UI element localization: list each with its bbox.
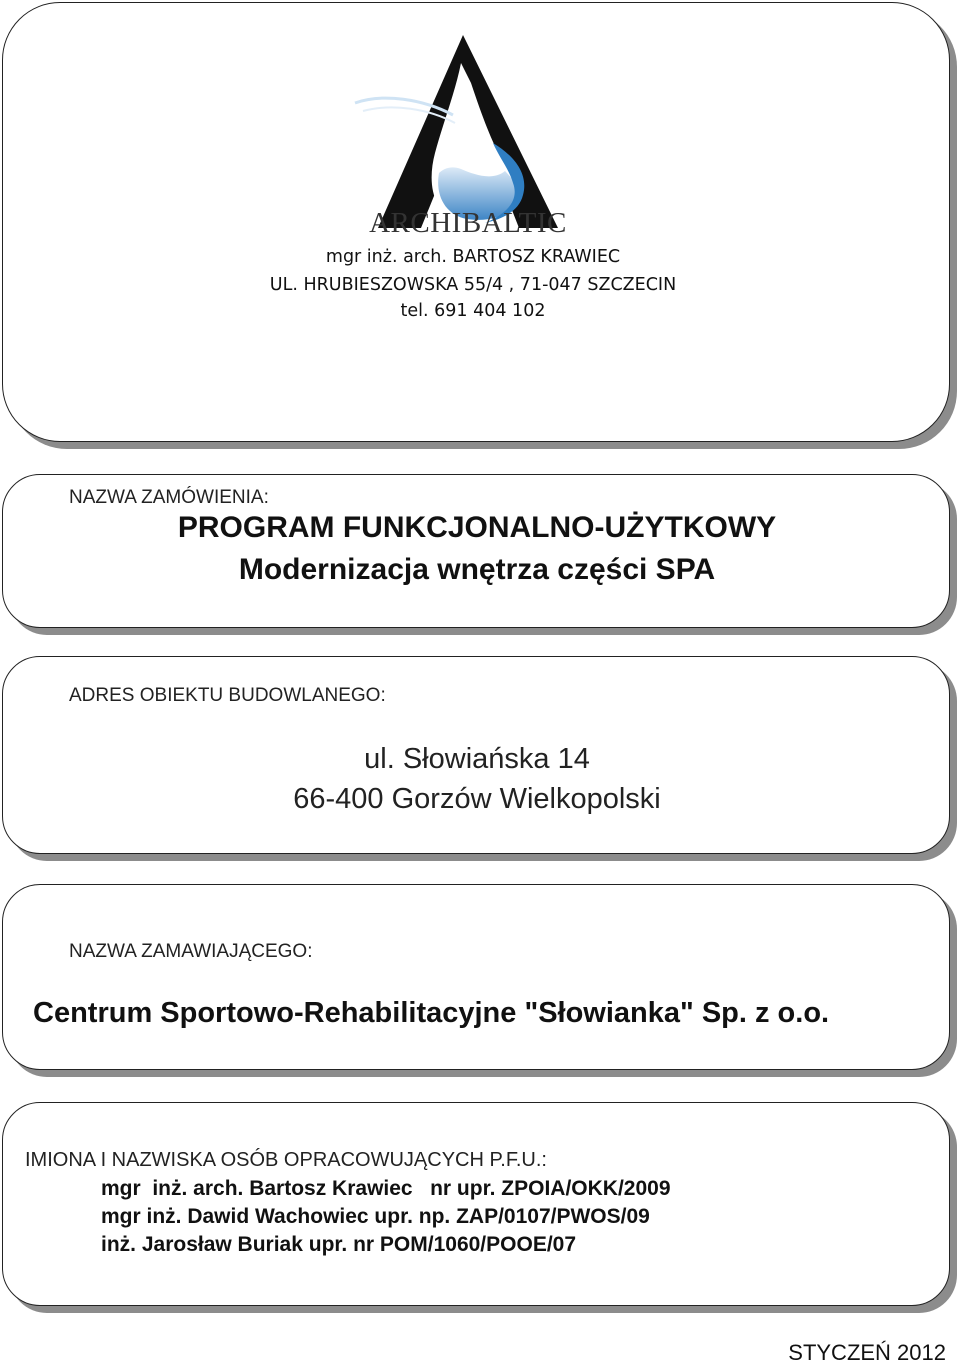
office-address: UL. HRUBIESZOWSKA 55/4 , 71-047 SZCZECIN [269,275,677,295]
author-line: mgr inż. Dawid Wachowiec upr. np. ZAP/0107/PWOS/09 [101,1205,650,1228]
order-subtitle: Modernizacja wnętrza części SPA [238,553,716,586]
client-label: NAZWA ZAMAWIAJĄCEGO: [69,941,313,962]
site-city: 66-400 Gorzów Wielkopolski [293,783,661,815]
header-box [2,2,950,442]
site-street: ul. Słowiańska 14 [364,743,590,775]
order-title: PROGRAM FUNKCJONALNO-UŻYTKOWY [177,511,777,544]
author-line: mgr inż. arch. Bartosz Krawiec nr upr. ZPOIA/OKK/2009 [101,1177,671,1200]
architect-name: mgr inż. arch. BARTOSZ KRAWIEC [325,247,621,267]
site-label: ADRES OBIEKTU BUDOWLANEGO: [69,685,386,706]
authors-box [2,1102,950,1306]
site-address-box [2,656,950,854]
order-label: NAZWA ZAMÓWIENIA: [69,487,269,508]
office-phone: tel. 691 404 102 [400,301,546,321]
document-date: STYCZEŃ 2012 [788,1340,946,1365]
order-box [2,474,950,628]
client-box [2,884,950,1070]
brand-name: ARCHIBALTIC [369,207,567,239]
author-line: inż. Jarosław Buriak upr. nr POM/1060/POOE/07 [101,1233,577,1256]
client-name: Centrum Sportowo-Rehabilitacyjne "Słowianka" Sp. z o.o. [33,997,830,1029]
authors-label: IMIONA I NAZWISKA OSÓB OPRACOWUJĄCYCH P.F.U.: [25,1149,547,1171]
